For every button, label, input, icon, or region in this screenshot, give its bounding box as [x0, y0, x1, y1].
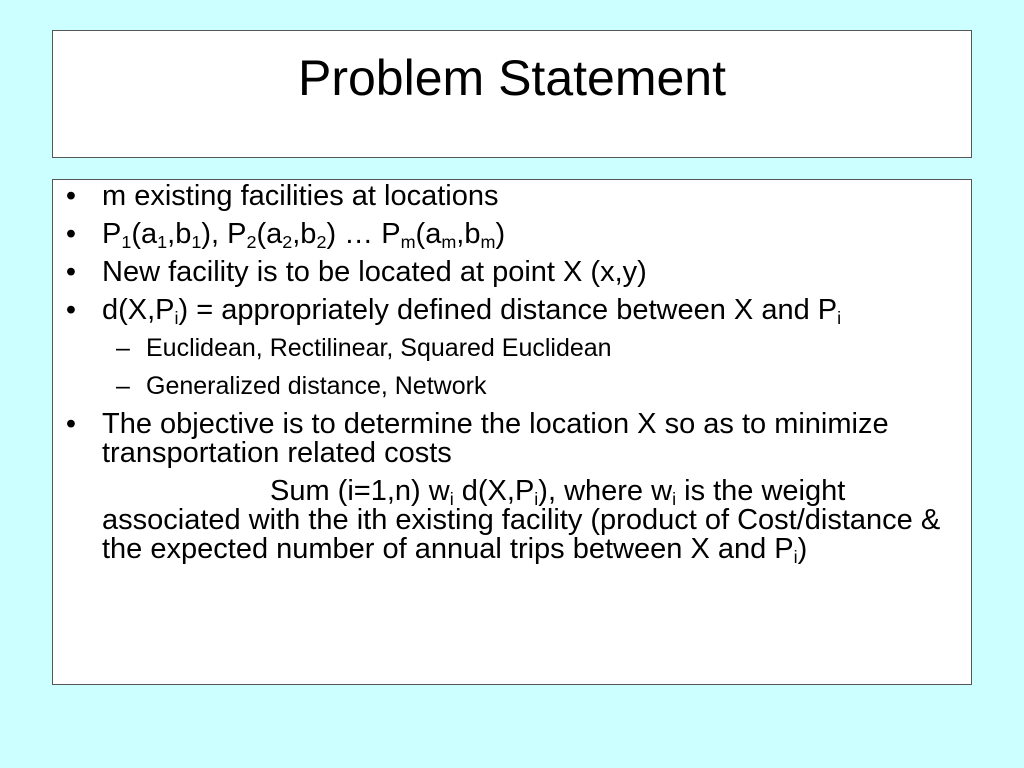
- bullet-glyph: •: [65, 294, 77, 326]
- content-box: [52, 179, 972, 685]
- sub-bullet-text: Generalized distance, Network: [146, 372, 487, 400]
- dash-glyph: –: [116, 334, 130, 362]
- bullet-text: m existing facilities at locations: [102, 180, 499, 212]
- bullet-item-4: [53, 296, 961, 401]
- dash-glyph: –: [116, 372, 130, 400]
- bullet-glyph: •: [65, 256, 77, 288]
- sub-bullet-text: Euclidean, Rectilinear, Squared Euclidean: [146, 334, 612, 362]
- bullet-glyph: •: [65, 408, 77, 440]
- bullet-text: The objective is to determine the location X so as to minimize transportation related costs: [102, 408, 889, 469]
- bullet-glyph: •: [65, 180, 77, 212]
- sub-bullet-item-2: [102, 371, 961, 401]
- continuation-paragraph: Sum (i=1,n) $w_i$ $d(X,P_i)$, where $w_i$ is the weight associated with the ith existing facility (product of Cost/distance & the expected number of annual trips between X and $P_i$): [102, 475, 941, 568]
- bullet-text: New facility is to be located at point X (x,y): [102, 256, 647, 288]
- bullet-text: $P_1(a_1,b_1)$, $P_2(a_2,b_2)$ … $P_m(a_m,b_m)$: [102, 218, 506, 253]
- bullet-glyph: •: [65, 218, 77, 250]
- title-box: [52, 30, 972, 158]
- bullet-item-2: [53, 218, 961, 253]
- sub-bullet-list: [102, 333, 961, 401]
- bullet-list: [53, 182, 961, 468]
- bullet-item-3: [53, 258, 961, 287]
- sub-bullet-item-1: [102, 333, 961, 363]
- bullet-item-1: [53, 182, 961, 211]
- bullet-item-5: [53, 410, 961, 468]
- slide-title: Problem Statement: [298, 50, 726, 106]
- bullet-text: $d(X,P_i)$ = appropriately defined distance between X and $P_i$: [102, 294, 842, 329]
